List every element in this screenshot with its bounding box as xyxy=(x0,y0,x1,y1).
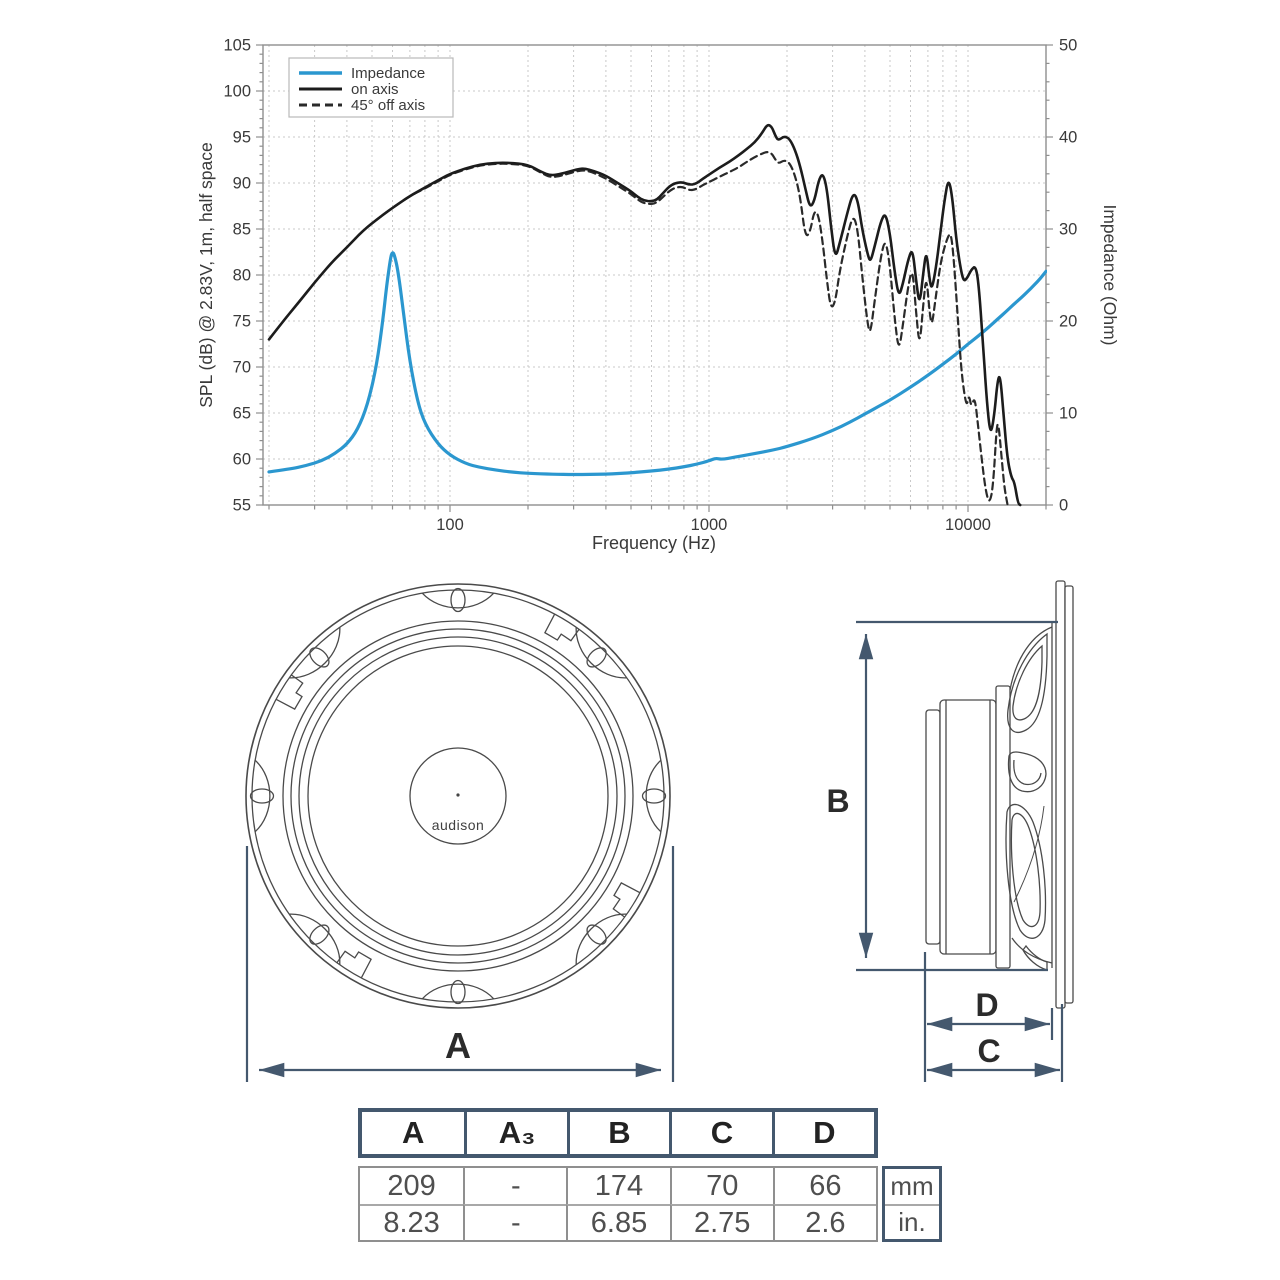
front-view-drawing xyxy=(246,584,670,1008)
value-d-in: 2.6 xyxy=(773,1204,876,1240)
header-cell-b: B xyxy=(567,1112,669,1154)
screw-slot xyxy=(306,922,332,948)
mounting-tab xyxy=(576,627,627,678)
mounting-tab xyxy=(289,627,340,678)
header-cell-c: C xyxy=(669,1112,771,1154)
value-b-in: 6.85 xyxy=(566,1204,669,1240)
left-tick-label: 100 xyxy=(223,82,251,101)
left-tick-label: 70 xyxy=(232,358,251,377)
value-c-in: 2.75 xyxy=(670,1204,773,1240)
left-tick-label: 95 xyxy=(232,128,251,147)
y-axis-label-right: Impedance (Ohm) xyxy=(1100,204,1120,346)
right-tick-label: 30 xyxy=(1059,220,1078,239)
dim-label-a: A xyxy=(445,1025,471,1066)
flange-strip xyxy=(1065,586,1073,1003)
legend-item-label: 45° off axis xyxy=(351,97,426,114)
value-a3-mm: - xyxy=(463,1168,566,1204)
left-tick-label: 55 xyxy=(232,496,251,515)
brand-logo-text: audison xyxy=(431,817,485,833)
value-a3-in: - xyxy=(463,1204,566,1240)
basket-window-top-inner xyxy=(1013,646,1042,720)
value-c-mm: 70 xyxy=(670,1168,773,1204)
x-tick-label: 100 xyxy=(436,516,464,534)
left-tick-label: 80 xyxy=(232,266,251,285)
dim-label-c: C xyxy=(977,1033,1001,1069)
unit-mm: mm xyxy=(890,1171,934,1201)
right-tick-label: 0 xyxy=(1059,496,1069,515)
header-cell-a3: A₃ xyxy=(464,1112,566,1154)
dim-label-b: B xyxy=(826,783,850,819)
mounting-tab xyxy=(255,760,270,832)
x-tick-label: 10000 xyxy=(945,516,991,534)
screw-slot xyxy=(306,644,332,670)
left-tick-label: 75 xyxy=(232,312,251,331)
legend-item-label: on axis xyxy=(351,81,399,98)
dimensions-table-units xyxy=(882,1166,942,1242)
right-tick-label: 10 xyxy=(1059,404,1078,423)
header-cell-d: D xyxy=(772,1112,874,1154)
magnet-front-plate xyxy=(996,686,1010,968)
left-tick-label: 65 xyxy=(232,404,251,423)
center-point xyxy=(456,793,459,796)
x-tick-label: 1000 xyxy=(690,516,728,534)
basket-window-middle-inner xyxy=(1014,760,1041,784)
legend-item-label: Impedance xyxy=(351,65,426,82)
screw-slot xyxy=(584,644,610,670)
magnet-back-plate xyxy=(926,710,940,944)
mounting-tab xyxy=(289,914,340,965)
right-tick-label: 50 xyxy=(1059,36,1078,55)
side-view-drawing xyxy=(926,581,1073,1008)
dimensions-table-header xyxy=(358,1108,878,1158)
mounting-tab xyxy=(422,593,494,608)
left-tick-label: 85 xyxy=(232,220,251,239)
magnet-ring xyxy=(940,700,996,954)
left-tick-label: 105 xyxy=(223,36,251,55)
unit-in: in. xyxy=(885,1204,939,1239)
x-axis-label: Frequency (Hz) xyxy=(591,533,717,553)
value-a-in: 8.23 xyxy=(360,1204,463,1240)
dimensions-table-values xyxy=(358,1166,878,1242)
right-tick-label: 40 xyxy=(1059,128,1078,147)
basket-bottom-edge xyxy=(1012,938,1052,963)
value-a-mm: 209 xyxy=(387,1169,436,1202)
mounting-tab xyxy=(422,984,494,999)
screw-slot xyxy=(584,922,610,948)
right-tick-label: 20 xyxy=(1059,312,1078,331)
mounting-tab xyxy=(646,760,661,832)
header-cell-a: A xyxy=(402,1115,425,1150)
mounting-tab xyxy=(576,914,627,965)
gasket-strip xyxy=(1056,581,1065,1008)
y-axis-label-left: SPL (dB) @ 2.83V, 1m, half space xyxy=(196,142,216,408)
dim-label-d: D xyxy=(975,987,999,1023)
left-tick-label: 90 xyxy=(232,174,251,193)
left-tick-label: 60 xyxy=(232,450,251,469)
value-d-mm: 66 xyxy=(773,1168,876,1204)
value-b-mm: 174 xyxy=(566,1168,669,1204)
